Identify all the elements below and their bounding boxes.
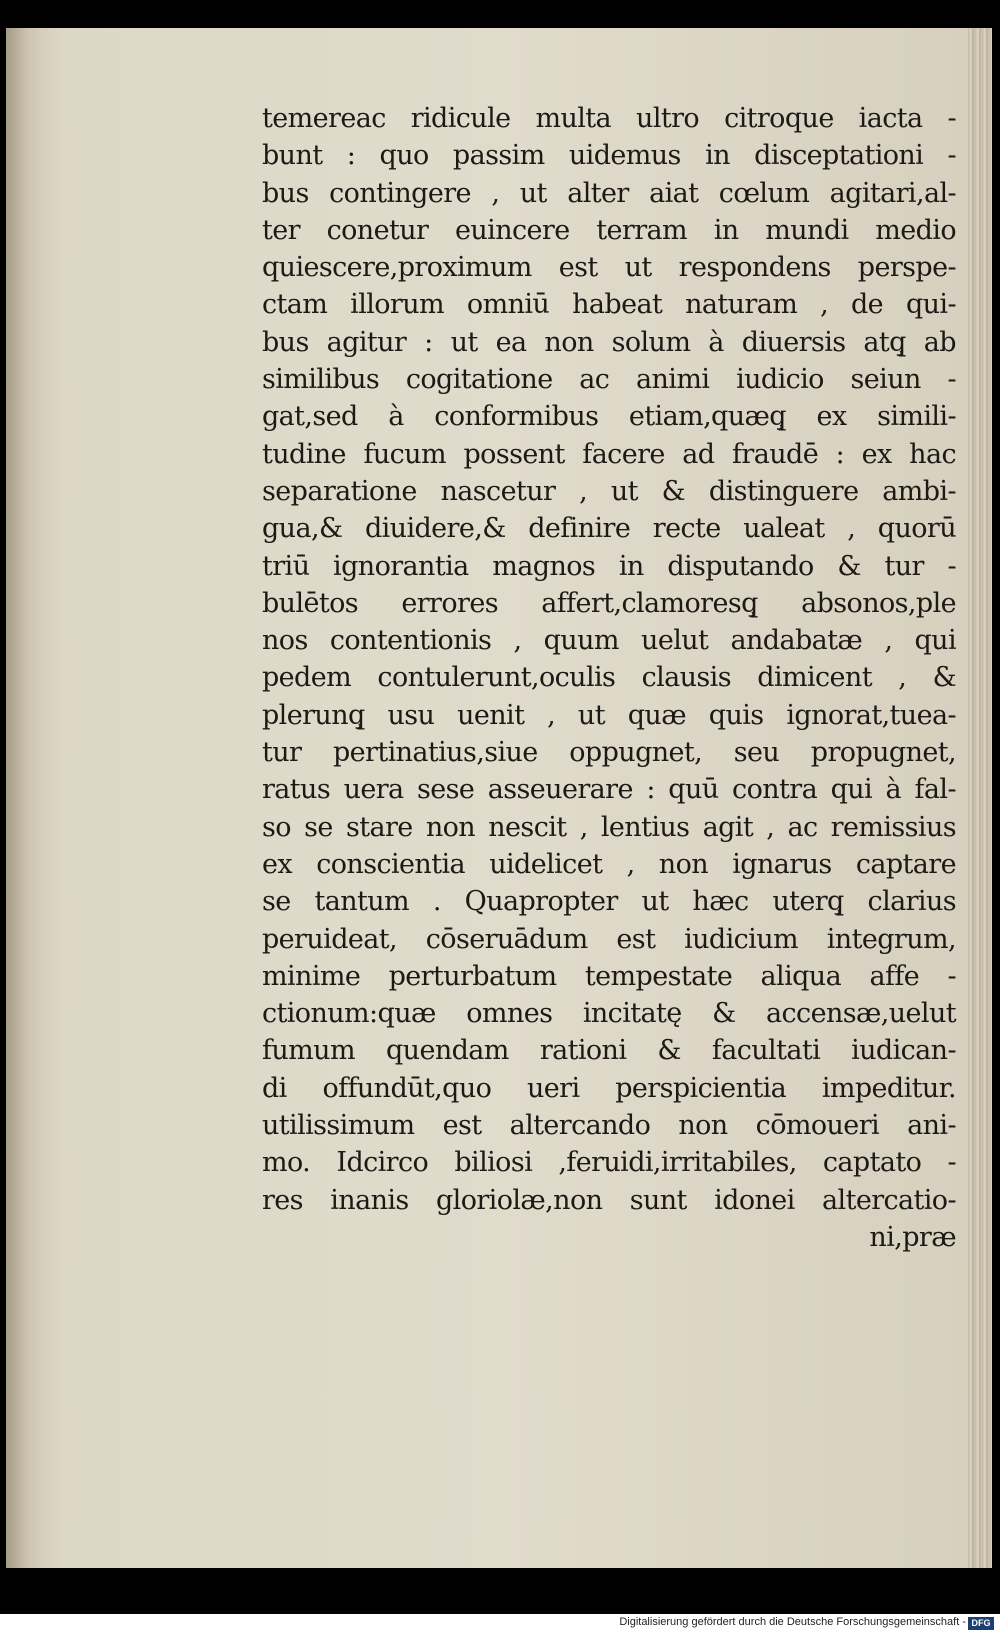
text-line: triū ignorantia magnos in disputando & tur ‑ bbox=[262, 550, 956, 582]
page-text-block bbox=[262, 100, 970, 1256]
text-line: bus agitur : ut ea non solum à diuersis atq̧ ab bbox=[262, 326, 956, 358]
text-line: similibus cogitatione ac animi iudicio seiun ‑ bbox=[262, 364, 956, 396]
text-line: ratus uera sese asseuerare : quū contra qui à fal‑ bbox=[262, 774, 956, 806]
text-line: res inanis gloriolæ,non sunt idonei altercatio‑ bbox=[262, 1184, 956, 1216]
text-line: plerunq̧ usu uenit , ut quæ quis ignorat,tuea‑ bbox=[262, 699, 956, 731]
page-gutter-shadow bbox=[6, 28, 40, 1568]
text-line: nos contentionis , quum uelut andabatæ , qui bbox=[262, 625, 956, 657]
text-line: so se stare non nescit , lentius agit , ac remissius bbox=[262, 811, 956, 843]
text-line: gua,& diuidere,& definire recte ualeat , quorū bbox=[262, 513, 956, 545]
text-line: tudine fucum possent facere ad fraudē : ex hac bbox=[262, 438, 956, 470]
text-line: mo. Idcirco biliosi ,feruidi,irritabiles, captato ‑ bbox=[262, 1147, 956, 1179]
text-line: peruideat, cōseruādum est iudicium integrum, bbox=[262, 923, 956, 955]
text-line: se tantum . Quapropter ut hæc uterq̧ clarius bbox=[262, 886, 956, 918]
text-line: di offundūt,quo ueri perspicientia impeditur. bbox=[262, 1072, 956, 1104]
text-line: temereac ridicule multa ultro citroque iacta ‑ bbox=[262, 103, 956, 134]
text-line: bulētos errores affert,clamoresq̧ absonos,ple bbox=[262, 587, 956, 619]
page-edge-stack bbox=[968, 28, 992, 1568]
text-line: utilissimum est altercando non cōmoueri ani‑ bbox=[262, 1110, 956, 1142]
text-line: ctam illorum omniū habeat naturam , de qui‑ bbox=[262, 289, 956, 321]
text-line: quiescere,proximum est ut respondens perspe‑ bbox=[262, 252, 956, 284]
text-line: ctionum:quæ omnes incitatę & accensæ,uelut bbox=[262, 998, 956, 1030]
catchword-line: ni,præ bbox=[869, 1221, 956, 1253]
text-line: separatione nascetur , ut & distinguere ambi‑ bbox=[262, 475, 956, 507]
digitization-footer bbox=[0, 1614, 1000, 1635]
dfg-logo-icon: DFG bbox=[968, 1617, 994, 1630]
text-line: bunt : quo passim uidemus in disceptationi ‑ bbox=[262, 140, 956, 172]
text-line: fumum quendam rationi & facultati iudican‑ bbox=[262, 1035, 956, 1067]
text-line: bus contingere , ut alter aiat cœlum agitari,al‑ bbox=[262, 177, 956, 209]
text-line: ter conetur euincere terram in mundi medio bbox=[262, 214, 956, 246]
text-line: tur pertinatius,siue oppugnet, seu propugnet, bbox=[262, 737, 956, 769]
text-line: minime perturbatum tempestate aliqua affe ‑ bbox=[262, 960, 956, 992]
text-line: ex conscientia uidelicet , non ignarus captare bbox=[262, 848, 956, 880]
text-line: gat,sed à conformibus etiam,quæq̧ ex simili‑ bbox=[262, 401, 956, 433]
text-line: pedem contulerunt,oculis clausis dimicent , & bbox=[262, 662, 956, 694]
funding-credit: Digitalisierung gefördert durch die Deutsche Forschungsgemeinschaft - bbox=[619, 1616, 966, 1628]
